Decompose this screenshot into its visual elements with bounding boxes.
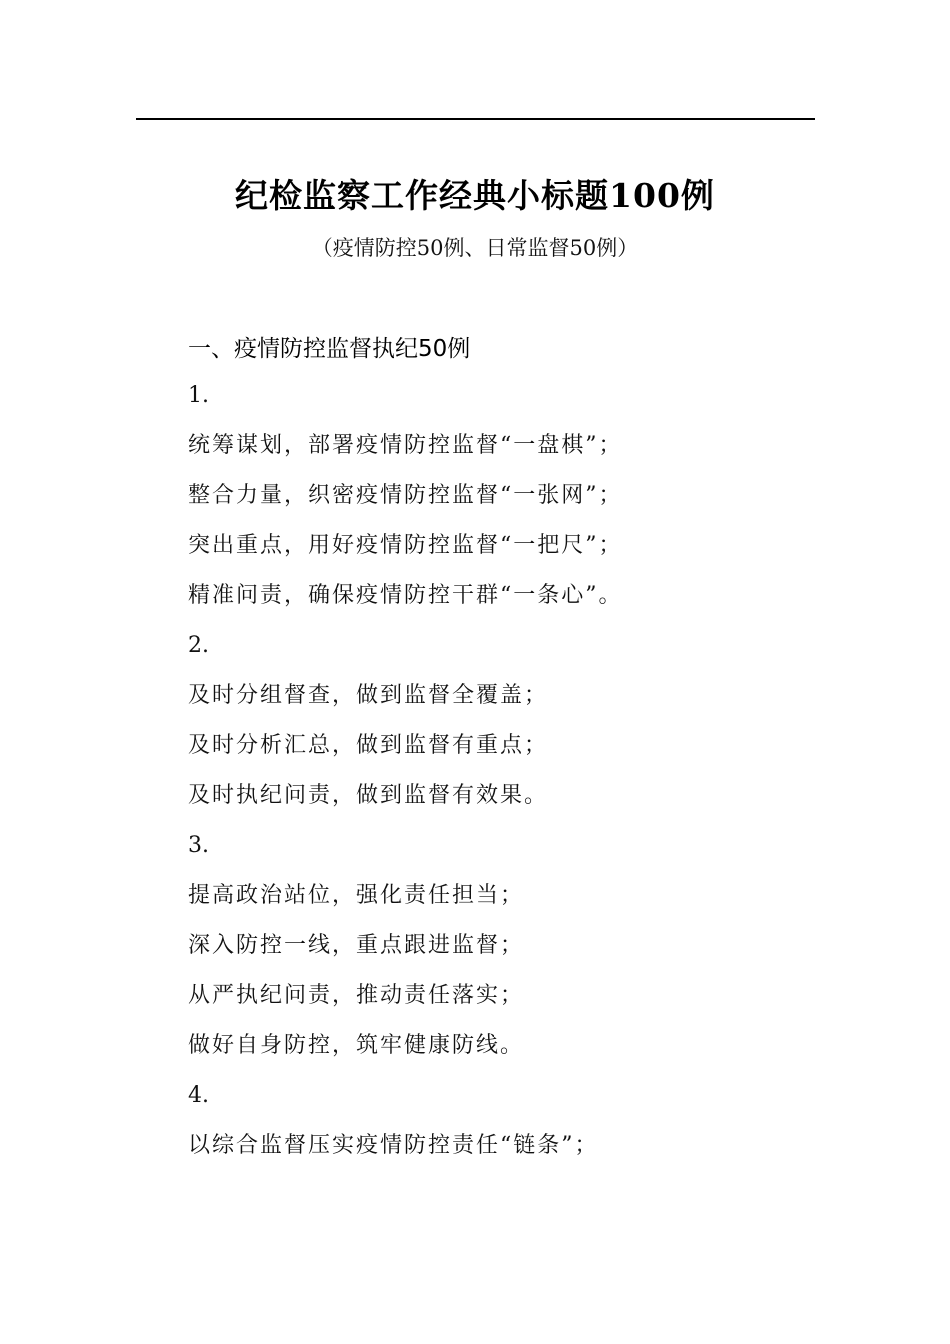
item-line: 以综合监督压实疫情防控责任“链条”； — [188, 1133, 599, 1158]
item-line: 提高政治站位，强化责任担当； — [188, 883, 525, 908]
document-subtitle: （疫情防控50例、日常监督50例） — [311, 236, 639, 260]
item-line: 从严执纪问责，推动责任落实； — [188, 983, 525, 1008]
document-body — [188, 380, 828, 1180]
section-heading: 一、疫情防控监督执纪50例 — [188, 336, 471, 362]
item-number: 3. — [188, 833, 209, 858]
item-number: 4. — [188, 1083, 209, 1108]
item-line: 深入防控一线，重点跟进监督； — [188, 933, 525, 958]
item-number: 1. — [188, 383, 209, 408]
document-title: 纪检监察工作经典小标题100例 — [235, 176, 715, 215]
item-line: 突出重点，用好疫情防控监督“一把尺”； — [188, 533, 623, 558]
item-line: 做好自身防控，筑牢健康防线。 — [188, 1033, 525, 1058]
item-line: 精准问责，确保疫情防控干群“一条心”。 — [188, 583, 623, 608]
header-rule — [136, 118, 815, 120]
item-line: 及时分析汇总，做到监督有重点； — [188, 733, 549, 758]
item-line: 及时分组督查，做到监督全覆盖； — [188, 683, 549, 708]
item-line: 整合力量，织密疫情防控监督“一张网”； — [188, 483, 623, 508]
item-line: 及时执纪问责，做到监督有效果。 — [188, 783, 549, 808]
item-number: 2. — [188, 633, 209, 658]
item-line: 统筹谋划，部署疫情防控监督“一盘棋”； — [188, 433, 623, 458]
